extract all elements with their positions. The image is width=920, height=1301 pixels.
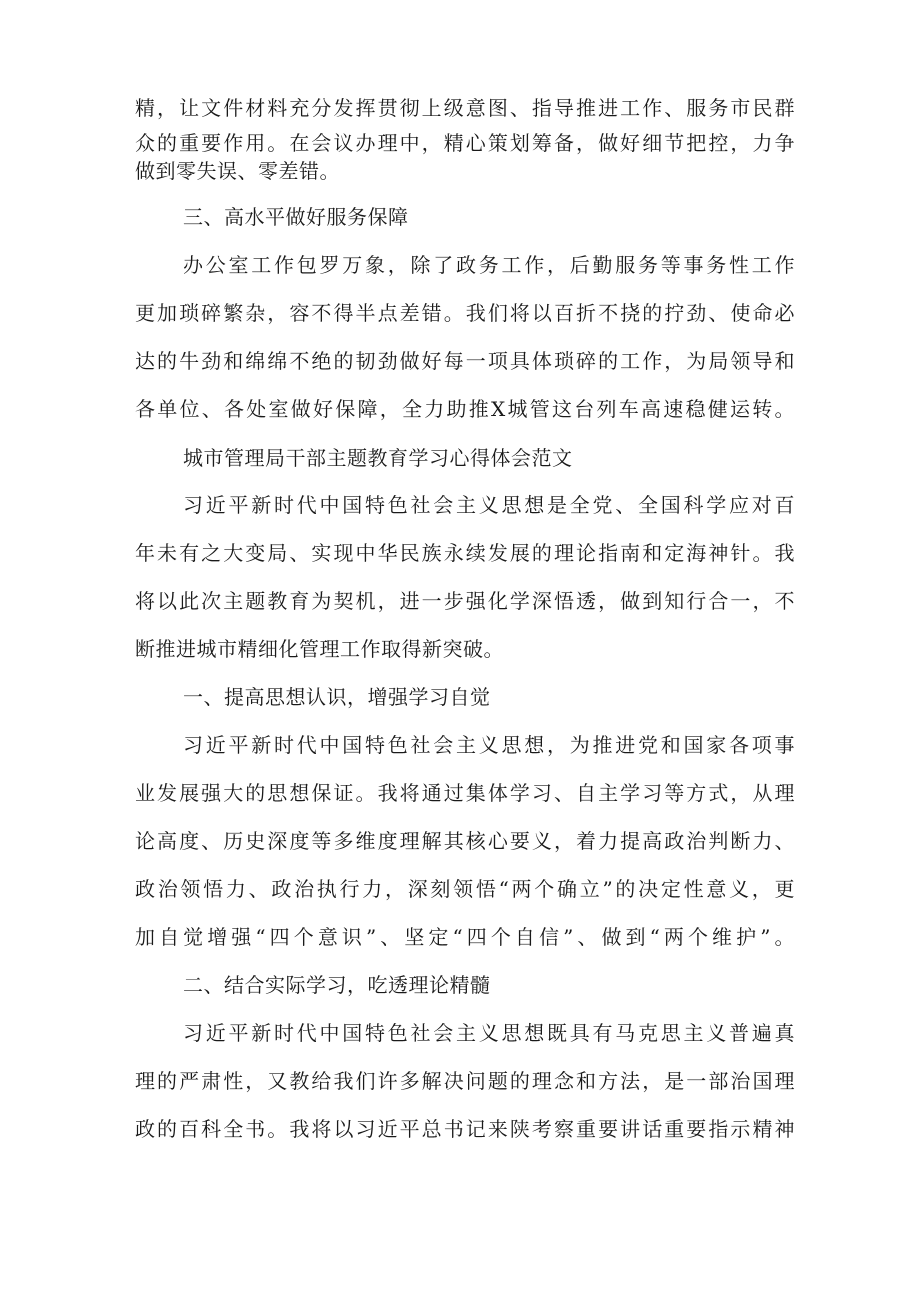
- section-heading: 一、提高思想认识，增强学习自觉: [183, 685, 491, 709]
- text-line: 习近平新时代中国特色社会主义思想既具有马克思主义普遍真: [183, 1021, 795, 1045]
- text-line: 将以此次主题教育为契机，进一步强化学深悟透，做到知行合一，不: [135, 589, 795, 613]
- text-line: 众的重要作用。在会议办理中，精心策划筹备，做好细节把控，力争: [135, 131, 795, 155]
- text-line: 达的牛劲和绵绵不绝的韧劲做好每一项具体琐碎的工作，为局领导和: [135, 349, 795, 373]
- text-line: 加自觉增强“四个意识”、坚定“四个自信”、做到“两个维护”。: [135, 925, 795, 949]
- text-line: 精，让文件材料充分发挥贯彻上级意图、指导推进工作、服务市民群: [135, 96, 795, 120]
- text-line: 断推进城市精细化管理工作取得新突破。: [135, 637, 504, 661]
- text-line: 理的严肃性，又教给我们许多解决问题的理念和方法，是一部治国理: [135, 1069, 795, 1093]
- text-line: 政治领悟力、政治执行力，深刻领悟“两个确立”的决定性意义，更: [135, 877, 795, 901]
- text-line: 习近平新时代中国特色社会主义思想是全党、全国科学应对百: [183, 493, 795, 517]
- section-heading: 三、高水平做好服务保障: [183, 205, 409, 229]
- text-line: 做到零失误、零差错。: [135, 159, 340, 183]
- text-line: 更加琐碎繁杂，容不得半点差错。我们将以百折不挠的拧劲、使命必: [135, 301, 795, 325]
- text-line: 办公室工作包罗万象，除了政务工作，后勤服务等事务性工作: [183, 253, 795, 277]
- text-line: 业发展强大的思想保证。我将通过集体学习、自主学习等方式，从理: [135, 781, 795, 805]
- text-line: 年未有之大变局、实现中华民族永续发展的理论指南和定海神针。我: [135, 541, 795, 565]
- text-line: 习近平新时代中国特色社会主义思想，为推进党和国家各项事: [183, 733, 795, 757]
- article-title: 城市管理局干部主题教育学习心得体会范文: [183, 446, 573, 470]
- text-line: 各单位、各处室做好保障，全力助推X城管这台列车高速稳健运转。: [135, 397, 795, 421]
- text-line: 政的百科全书。我将以习近平总书记来陕考察重要讲话重要指示精神: [135, 1117, 795, 1141]
- section-heading: 二、结合实际学习，吃透理论精髓: [183, 973, 491, 997]
- text-line: 论高度、历史深度等多维度理解其核心要义，着力提高政治判断力、: [135, 829, 795, 853]
